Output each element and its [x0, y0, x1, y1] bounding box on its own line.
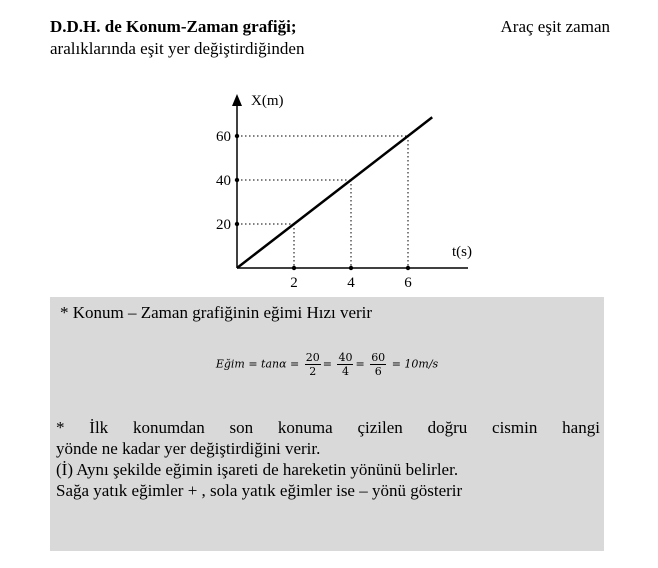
- word: hangi: [562, 418, 600, 437]
- direction-line-1: (İ) Aynı şekilde eğimin işareti de hareketin yönünü belirler.: [56, 460, 459, 479]
- y-tick-label: 60: [216, 129, 231, 145]
- x-tick-label: 4: [347, 275, 355, 291]
- displacement-text: [56, 417, 600, 501]
- slope-formula: Eğim = tanα = $\frac{20}{2}$ = $\frac{40}{4}$ = $\frac{60}{6}$ = 10m/s: [215, 351, 439, 378]
- x-tick-label: 6: [404, 275, 412, 291]
- fraction-3-den: 6: [374, 365, 382, 378]
- fraction-2-den: 4: [341, 365, 349, 378]
- heading-text-1: Araç eşit zaman: [500, 17, 610, 36]
- slope-statement: * Konum – Zaman grafiğinin eğimi Hızı verir: [60, 303, 373, 322]
- fraction-2: [337, 351, 353, 378]
- word: konumdan: [132, 418, 205, 437]
- word: cismin: [492, 418, 538, 437]
- word: *: [56, 418, 65, 437]
- x-tick-dot: [292, 266, 296, 270]
- direction-line-2: Sağa yatık eğimler + , sola yatık eğimler ise – yönü gösterir: [56, 481, 463, 500]
- y-axis-arrow: [232, 94, 242, 106]
- explanation-panel: [50, 297, 604, 551]
- fraction-1-den: 2: [309, 365, 317, 378]
- y-tick-dot: [235, 134, 239, 138]
- y-axis-label: X(m): [251, 93, 284, 109]
- y-tick-label: 40: [216, 173, 231, 189]
- fraction-3-num: 60: [371, 351, 386, 364]
- displacement-line-1: [56, 417, 600, 438]
- word: İlk: [89, 418, 109, 437]
- y-tick-dot: [235, 222, 239, 226]
- y-tick-label: 20: [216, 217, 231, 233]
- x-tick-dot: [406, 266, 410, 270]
- word: son: [229, 418, 254, 437]
- fraction-3: [370, 351, 386, 378]
- x-axis-label: t(s): [452, 244, 472, 260]
- displacement-line-2: yönde ne kadar yer değiştirdiğini verir.: [56, 439, 321, 458]
- heading-bold: D.D.H. de Konum-Zaman grafiği;: [50, 17, 297, 36]
- word: doğru: [427, 418, 468, 437]
- word: konuma: [277, 418, 333, 437]
- fraction-1: [305, 351, 321, 378]
- series-line: [237, 117, 432, 268]
- fraction-1-num: 20: [305, 351, 320, 364]
- formula-lhs: Eğim = tanα =: [215, 357, 300, 371]
- heading-text-2: aralıklarında eşit yer değiştirdiğinden: [50, 39, 305, 58]
- word: çizilen: [357, 418, 403, 437]
- fraction-2-num: 40: [338, 351, 353, 364]
- formula-result: = 10m/s: [391, 357, 439, 371]
- y-tick-dot: [235, 178, 239, 182]
- x-tick-dot: [349, 266, 353, 270]
- x-tick-label: 2: [290, 275, 298, 291]
